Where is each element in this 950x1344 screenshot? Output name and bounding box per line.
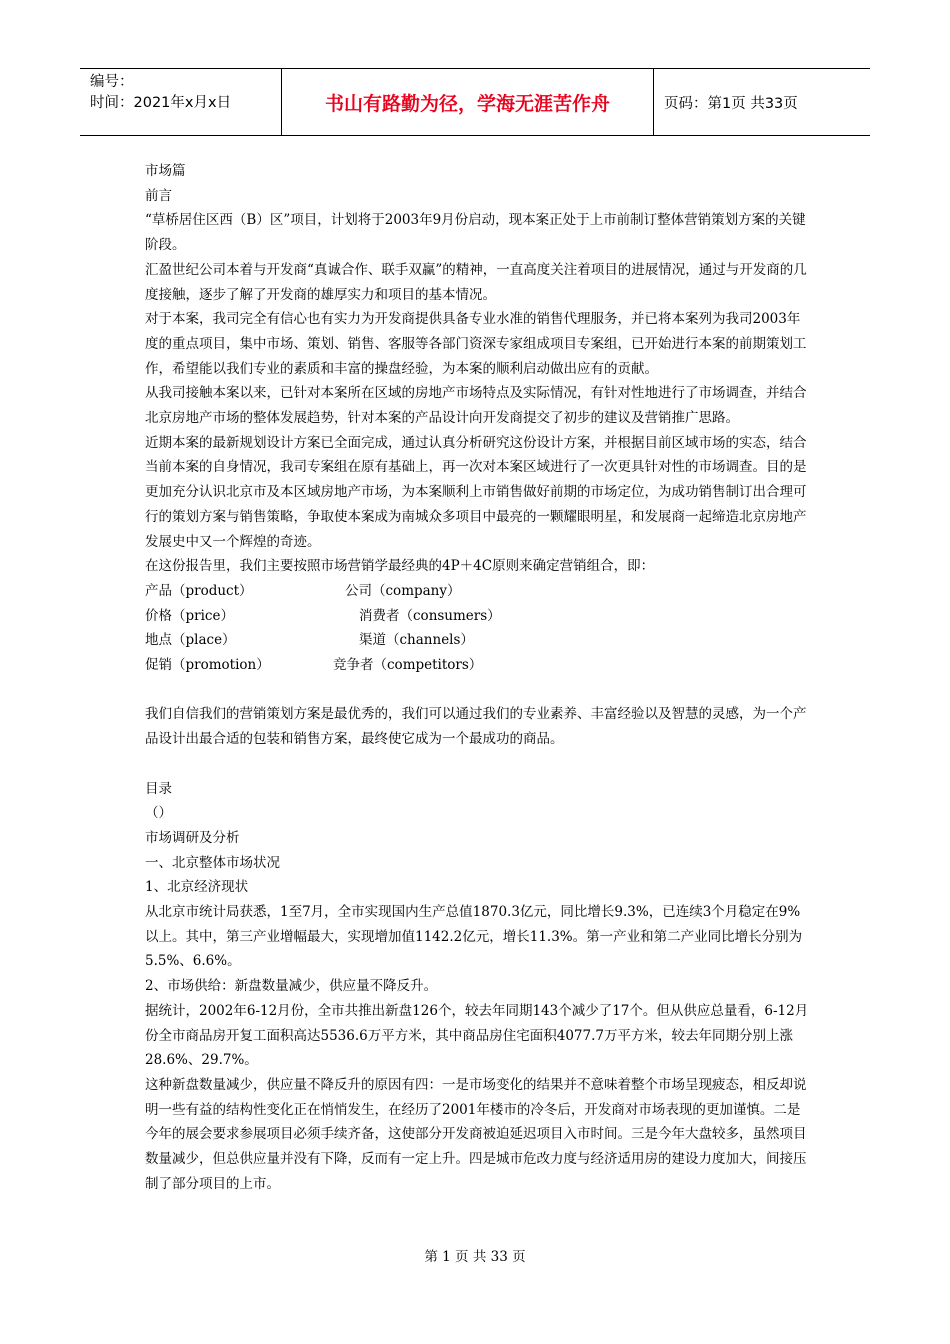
4c-item: 消费者（consumers）	[359, 607, 501, 624]
paragraph: “草桥居住区西（B）区”项目，计划将于2003年9月份启动，现本案正处于上市前制订整体营销策划方案的关键阶段。	[145, 212, 806, 254]
4p-item: 产品（product）	[145, 582, 253, 599]
toc-placeholder: （）	[145, 805, 172, 822]
marketing-pair-row	[145, 628, 810, 653]
4c-item: 渠道（channels）	[359, 632, 474, 649]
paragraph: 对于本案，我司完全有信心也有实力为开发商提供具备专业水准的销售代理服务，并已将本案列为我司2003年度的重点项目，集中市场、策划、销售、客服等各部门资深专家组成项目专案组，已开始进行本案的前期策划工作，希望能以我们专业的素质和丰富的操盘经验，为本案的顺利启动做出应有的贡献。	[145, 311, 807, 377]
header-page-cell	[654, 69, 870, 135]
footer-page-number: 第 1 页 共 33 页	[424, 1249, 526, 1265]
subsection-heading: 1、北京经济现状	[145, 879, 249, 896]
page-footer	[0, 1245, 950, 1265]
document-body	[145, 159, 810, 1197]
paragraph: 据统计，2002年6-12月份，全市共推出新盘126个，较去年同期143个减少了17个。但从供应总量看，6-12月份全市商品房开复工面积高达5536.6万平方米，其中商品房住宅面积4077.7万平方米，较去年同期分别上涨28.6%、29.7%。	[145, 1002, 809, 1069]
marketing-pair-row	[145, 579, 810, 604]
preface-heading: 前言	[145, 187, 172, 204]
4p-item: 促销（promotion）	[145, 657, 270, 674]
4p-item: 价格（price）	[145, 607, 234, 624]
header-meta-cell	[80, 69, 282, 135]
header-page-info: 页码：第1页 共33页	[664, 95, 798, 112]
section-title: 市场篇	[145, 163, 186, 179]
paragraph: 我们自信我们的营销策划方案是最优秀的，我们可以通过我们的专业素养、丰富经验以及智慧的灵感，为一个产品设计出最合适的包装和销售方案，最终使它成为一个最成功的商品。	[145, 706, 807, 748]
paragraph: 汇盈世纪公司本着与开发商“真诚合作、联手双赢”的精神，一直高度关注着项目的进展情况，通过与开发商的几度接触，逐步了解了开发商的雄厚实力和项目的基本情况。	[145, 261, 807, 303]
subsection-heading: 2、市场供给：新盘数量减少，供应量不降反升。	[145, 978, 438, 995]
header-motto-cell	[282, 69, 654, 135]
paragraph: 从我司接触本案以来，已针对本案所在区域的房地产市场特点及实际情况，有针对性地进行了市场调查，并结合北京房地产市场的整体发展趋势，针对本案的产品设计向开发商提交了初步的建议及营销推广思路。	[145, 385, 807, 427]
marketing-pair-row	[145, 604, 810, 629]
motto-text: 书山有路勤为径，学海无涯苦作舟	[324, 92, 610, 115]
section-heading: 一、北京整体市场状况	[145, 854, 280, 871]
paragraph: 在这份报告里，我们主要按照市场营销学最经典的4P＋4C原则来确定营销组合，即：	[145, 558, 655, 575]
blank-line	[145, 678, 810, 703]
document-header	[80, 68, 870, 136]
paragraph: 这种新盘数量减少，供应量不降反升的原因有四：一是市场变化的结果并不意味着整个市场呈现疲态，相反却说明一些有益的结构性变化正在悄悄发生，在经历了2001年楼市的冷冬后，开发商对市场表现的更加谨慎。二是今年的展会要求参展项目必须手续齐备，这使部分开发商被迫延迟项目入市时间。三是今年大盘较多，虽然项目数量减少，但总供应量并没有下降，反而有一定上升。四是城市危改力度与经济适用房的建设力度加大，间接压制了部分项目的上市。	[145, 1076, 807, 1192]
document-number-label: 编号：	[90, 74, 134, 90]
marketing-pair-row	[145, 653, 810, 678]
chapter-heading: 市场调研及分析	[145, 829, 240, 846]
paragraph: 近期本案的最新规划设计方案已全面完成，通过认真分析研究这份设计方案，并根据目前区域市场的实态，结合当前本案的自身情况，我司专案组在原有基础上，再一次对本案区域进行了一次更具针对性的市场调查。目的是更加充分认识北京市及本区域房地产市场，为本案顺利上市销售做好前期的市场定位，为成功销售制订出合理可行的策划方案与销售策略，争取使本案成为南城众多项目中最亮的一颗耀眼明星，和发展商一起缔造北京房地产发展史中又一个辉煌的奇迹。	[145, 434, 807, 550]
paragraph: 从北京市统计局获悉，1至7月，全市实现国内生产总值1870.3亿元，同比增长9.3%，已连续3个月稳定在9%以上。其中，第三产业增幅最大，实现增加值1142.2亿元，增长11.3%。第一产业和第二产业同比增长分别为5.5%、6.6%。	[145, 904, 803, 970]
4c-item: 竞争者（competitors）	[333, 657, 483, 674]
4c-item: 公司（company）	[345, 582, 461, 599]
document-date: 时间：2021年x月x日	[90, 95, 232, 111]
toc-heading: 目录	[145, 780, 172, 797]
4p-item: 地点（place）	[145, 632, 236, 649]
blank-line	[145, 752, 810, 777]
